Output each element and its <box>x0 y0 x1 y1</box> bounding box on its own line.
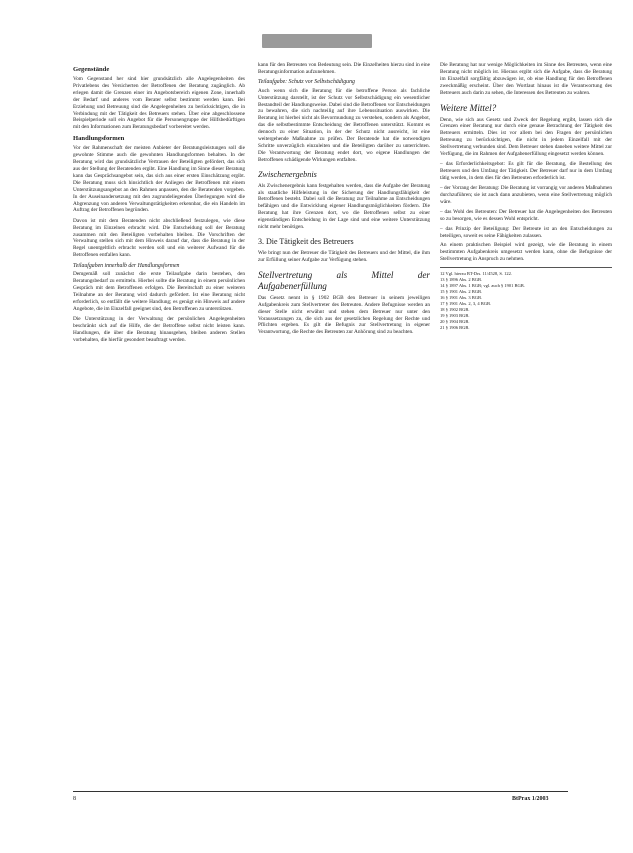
footnote: 13 § 1896 Abs. 2 BGB. <box>440 277 483 283</box>
heading-section-3: 3. Die Tätigkeit des Betreuers <box>258 237 354 247</box>
heading-teilaufgabe-schutz: Teilaufgabe: Schutz vor Selbstschädigung <box>258 79 355 86</box>
heading-stellvertretung: Stellvertretung als Mittel der Aufgabenerfüllung <box>258 269 430 291</box>
footnote: 20 § 1904 BGB. <box>440 319 470 325</box>
paragraph: Auch wenn sich die Beratung für die betroffene Person als fachliche Unterstützung darstellt, ist der Schutz vor Selbstschädigung ein wesentlicher Bestandteil der Handlungsweise. Dabei sind die Betroffenen vor Entscheidungen zu bewahren, die sich nachteilig auf ihre Lebenssituation auswirken. Die Beratung ist hierbei nicht als Bevormundung zu verstehen, sondern als Angebot, das die selbstbestimmte Entscheidung der Betroffenen unterstützt. Kommt es dennoch zu einer Situation, in der der Schutz nicht ausreicht, ist eine weitergehende Maßnahme zu prüfen. Der Beratende hat die notwendigen Schritte unverzüglich einzuleiten und die Beteiligten darüber zu unterrichten. Die Verantwortung der Beratung endet dort, wo eigene Handlungen der Betroffenen schädigende Wirkungen entfalten. <box>258 87 430 163</box>
footnote: 17 § 1901 Abs. 2, 3, 4 BGB. <box>440 301 492 307</box>
paragraph: Wie bringt nun der Betreuer die Tätigkeit des Betreuers und der Mittel, die ihm zur Erfüllung seiner Aufgabe zur Verfügung stehen. <box>258 250 430 263</box>
heading-zwischenergebnis: Zwischenergebnis <box>258 169 317 179</box>
heading-gegenstaende: Gegenstände <box>73 66 110 73</box>
footnote: 16 § 1901 Abs. 3 BGB. <box>440 295 483 301</box>
footnote: 21 § 1906 BGB. <box>440 325 470 331</box>
column-1 <box>73 62 245 347</box>
footnote: 19 § 1903 BGB. <box>440 313 470 319</box>
paragraph: An einem praktischen Beispiel wird gezeigt, wie die Beratung in einem bestimmten Aufgabenkreis umgesetzt werden kann, ohne die Befugnisse der Stellvertretung in Anspruch zu nehmen. <box>440 242 612 263</box>
paragraph: Als Zwischenergebnis kann festgehalten werden, dass die Aufgabe der Beratung als staatliche Hilfeleistung in der Sicherung der Handlungsfähigkeit der Betroffenen besteht. Dabei soll die Beratung zur Teilnahme an Entscheidungen befähigen und die Entwicklung eigener Handlungsmöglichkeiten fördern. Die Beratung hat ihre Grenzen dort, wo die Betroffenen selbst zu einer eigenständigen Entscheidung in der Lage sind und eine weitere Unterstützung nicht mehr benötigen. <box>258 182 430 231</box>
paragraph: kann für den Betreuten von Bedeutung sein. Die Einzelheiten hierzu sind in eine Beratungsinformation aufzunehmen. <box>258 62 430 75</box>
paragraph: Das Gesetz nennt in § 1902 BGB den Betreuer in seinem jeweiligen Aufgabenkreis zum Stellvertreter des Betreuten. Andere Befugnisse werden an dieser Stelle nicht erwähnt und stehen dem Betreuer nur unter den Voraussetzungen zu, die sich aus der gesetzlichen Regelung der Rechte und Pflichten ergeben. Es gilt die Befugnis zur Stellvertretung in eigener Verantwortung, die Rechte des Betreuten zur Anhörung sind zu beachten. <box>258 294 430 336</box>
heading-handlungsformen: Handlungsformen <box>73 135 125 143</box>
journal-source: BtPrax 1/2003 <box>512 796 549 802</box>
paragraph: Vom Gegenstand her sind hier grundsätzlich alle Angelegenheiten des Privatlebens des Versicherten der Betroffenen der Beratung zugänglich. Ab erlegen damit die Grenzen einer im Angebotsbereich eigenen Zone, innerhalb der Bedarf und anderes vom Berater selbst bestimmt werden kann. Bei Erziehung und Betreuung sind die Angelegenheiten zu berücksichtigen, die in Verbindung mit der Tätigkeit des Betreuers stehen. Über eine abgeschlossene Beispielperiode soll ein Angebot für die Personengruppe der Hilfsbedürftigen mit den Informationen zum Beratungsbedarf vorbereitet werden. <box>73 76 245 131</box>
paragraph: Die Unterstützung in der Verwaltung der persönlichen Angelegenheiten beschränkt sich auf die Hilfe, die der Betroffene selbst nicht leisten kann. Handlungen, die über die Beratung hinausgehen, bleiben anderen Stellen vorbehalten, die hierfür gesondert beauftragt werden. <box>73 315 245 343</box>
paragraph: Vor der Rahmenschaft der meisten Anbieter der Beratungsleistungen soll die gewohnte Stimme auch die gewohnten Handlungsformen behalten. In der Beratung wird das grundsätzliche Vertrauen der Beteiligten gefördert, das sich aus der Stellung der Beratenden ergibt. Eine Handlung im Sinne dieser Beratung kann das Gesprächsangebot sein, das sich aus einer ersten Einschätzung ergibt. Die Beratung muss sich hinsichtlich der Anliegen der Betroffenen mit einem Unterstützungsangebot an den Rahmen anpassen, den die Beratenden vorgeben. In der Auseinandersetzung mit den zugrundeliegenden Überlegungen wird die Abgrenzung von anderen Verwaltungstätigkeiten erkennbar, die ein Handeln im Auftrag der Betroffenen begründen. <box>73 145 245 214</box>
footnote: 14 § 1897 Abs. 1 BGB; vgl. auch § 1901 BGB. <box>440 283 525 289</box>
column-2 <box>258 62 430 340</box>
paragraph: Demgemäß soll zunächst die erste Teilaufgabe darin bestehen, den Beratungsbedarf zu ermitteln. Hierbei sollte die Beratung in einem persönlichen Gespräch mit dem Betroffenen erfolgen. Die Bereitschaft zu einer weiteren Teilnahme an der Beratung wird dadurch gefördert. Ist eine Beratung nicht erforderlich, so entfällt die weitere Handlung; es genügt ein Hinweis auf andere Angebote, die im Einzelfall geeignet sind, den Betroffenen zu unterstützen. <box>73 271 245 312</box>
bullet-list <box>440 161 612 239</box>
column-3 <box>440 62 612 331</box>
heading-weitere-mittel: Weitere Mittel? <box>440 102 497 113</box>
page-number: 8 <box>73 796 76 802</box>
header-banner <box>262 34 372 48</box>
footnotes <box>440 267 612 331</box>
list-item: – das Erforderlichkeitsgebot: Es gilt für die Beratung, die Bestellung des Betreuers und den Umfang der Tätigkeit. Der Betreuer darf nur in dem Umfang tätig werden, in dem dies für den Betreuten erforderlich ist. <box>440 161 612 182</box>
footnote: 12 Vgl. hierzu BT-Drs. 11/4528, S. 122. <box>440 271 512 277</box>
paragraph: Denn, wie sich aus Gesetz und Zweck der Regelung ergibt, lassen sich die Grenzen einer Beratung nur durch eine genaue Betrachtung der Tätigkeit des Betreuers ermitteln. Dies ist vor allem bei den Fragen der persönlichen Betreuung zu berücksichtigen, die nicht in jedem Einzelfall mit der Stellvertretung verbunden sind. Dem Betreuer stehen daneben weitere Mittel zur Verfügung, die im Rahmen der Aufgabenerfüllung eingesetzt werden können. <box>440 116 612 158</box>
list-item: – der Vorrang der Beratung: Die Beratung ist vorrangig vor anderen Maßnahmen durchzuführen; sie ist auch dann anzubieten, wenn eine Stellvertretung möglich wäre. <box>440 185 612 206</box>
list-item: – das Wohl des Betreuten: Der Betreuer hat die Angelegenheiten des Betreuten so zu besorgen, wie es dessen Wohl entspricht. <box>440 209 612 223</box>
footnote: 15 § 1901 Abs. 2 BGB. <box>440 289 483 295</box>
paragraph: Die Beratung hat nur wenige Möglichkeiten im Sinne des Betreuten, wenn eine Beratung nicht möglich ist. Hieraus ergibt sich die Aufgabe, dass die Beratung im Einzelfall sorgfältig abzuwägen ist, ob eine Handlung für den Betroffenen zweckmäßig erscheint. Über den Wortlaut hinaus ist die Verantwortung des Betreuers auch darin zu sehen, die Interessen des Betreuten zu wahren. <box>440 62 612 96</box>
heading-teilaufgaben: Teilaufgaben innerhalb der Handlungsformen <box>73 262 180 269</box>
footnote: 18 § 1902 BGB. <box>440 307 470 313</box>
paragraph: Davon ist mit dem Beratenden nicht abschließend festzulegen, wie diese Beratung im Einzelnen erbracht wird. Die Entscheidung soll der Beratung zusammen mit den Beteiligten vorbehalten bleiben. Die Vorschriften der Verwaltung stellen sich mit dem Hinweis darauf dar, dass die Beratung in der Regel unentgeltlich erbracht werden soll und ein weiterer Aufwand für die Betroffenen entfallen kann. <box>73 217 245 259</box>
list-item: – das Prinzip der Beteiligung: Der Betreute ist an den Entscheidungen zu beteiligen, soweit es seine Fähigkeiten zulassen. <box>440 226 612 240</box>
footer-divider <box>73 791 568 792</box>
